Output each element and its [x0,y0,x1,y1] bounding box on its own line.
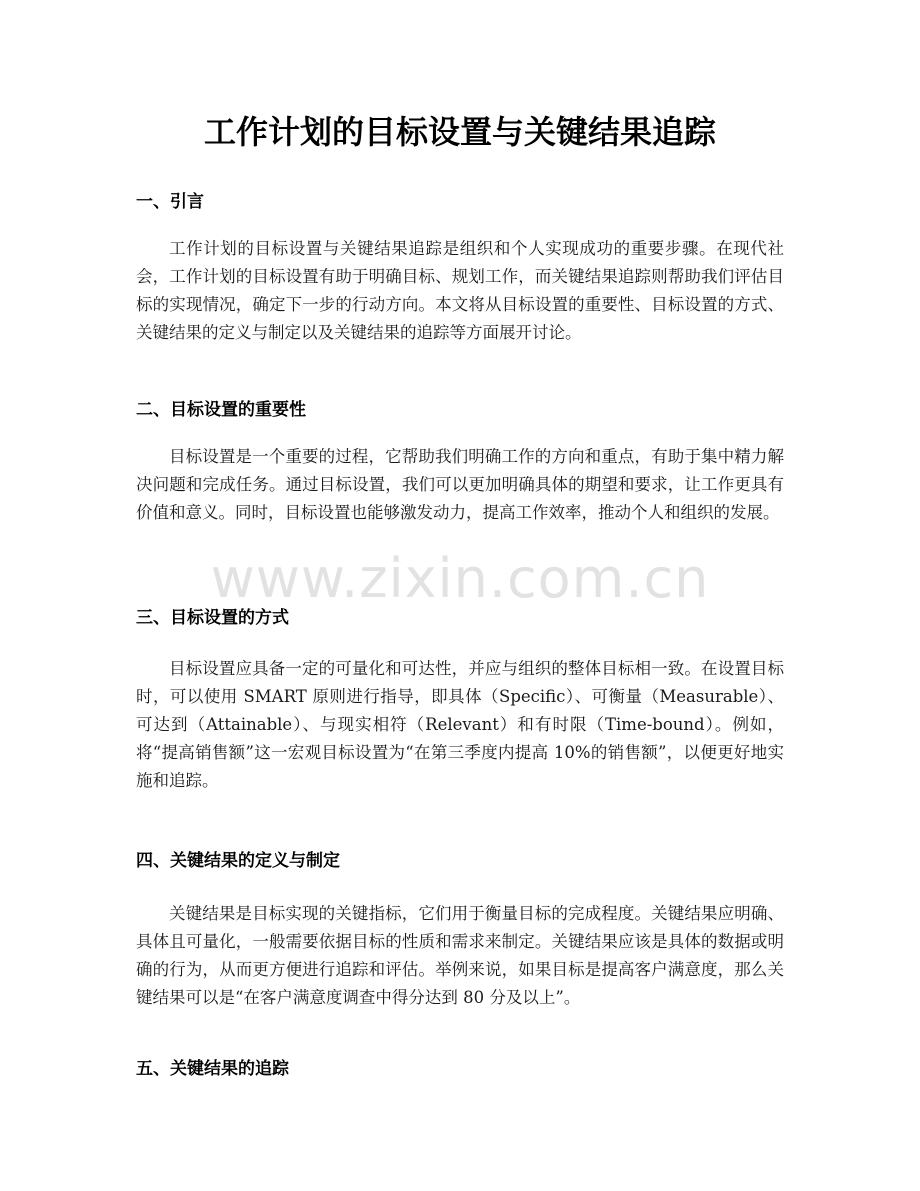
section-heading-methods: 三、目标设置的方式 [136,608,289,628]
document-title: 工作计划的目标设置与关键结果追踪 [203,113,716,151]
section-paragraph-importance: 目标设置是一个重要的过程，它帮助我们明确工作的方向和重点，有助于集中精力解决问题和完成任务。通过目标设置，我们可以更加明确具体的期望和要求，让工作更具有价值和意义。同时，目标设置也能够激发动力，提高工作效率，推动个人和组织的发展。 [136,447,784,522]
section-paragraph-methods: 目标设置应具备一定的可量化和可达性，并应与组织的整体目标相一致。在设置目标时，可以使用 SMART 原则进行指导，即具体（Specific）、可衡量（Measurable）、可达到（Attainable）、与现实相符（Relevant）和有时限（Time-bound）。例如，将“提高销售额”这一宏观目标设置为“在第三季度内提高 10%的销售额”，以便更好地实施和追踪。 [136,659,784,790]
section-heading-importance: 二、目标设置的重要性 [136,400,306,420]
section-heading-introduction: 一、引言 [136,192,204,212]
watermark-text: www.zixin.com.cn [210,547,710,610]
section-heading-key-results-tracking: 五、关键结果的追踪 [136,1059,289,1079]
section-paragraph-introduction: 工作计划的目标设置与关键结果追踪是组织和个人实现成功的重要步骤。在现代社会，工作计划的目标设置有助于明确目标、规划工作，而关键结果追踪则帮助我们评估目标的实现情况，确定下一步的行动方向。本文将从目标设置的重要性、目标设置的方式、关键结果的定义与制定以及关键结果的追踪等方面展开讨论。 [136,239,784,342]
section-paragraph-key-results-definition: 关键结果是目标实现的关键指标，它们用于衡量目标的完成程度。关键结果应明确、具体且可量化，一般需要依据目标的性质和需求来制定。关键结果应该是具体的数据或明确的行为，从而更方便进行追踪和评估。举例来说，如果目标是提高客户满意度，那么关键结果可以是“在客户满意度调查中得分达到 80 分及以上”。 [136,904,784,1007]
section-heading-key-results-definition: 四、关键结果的定义与制定 [136,851,340,871]
